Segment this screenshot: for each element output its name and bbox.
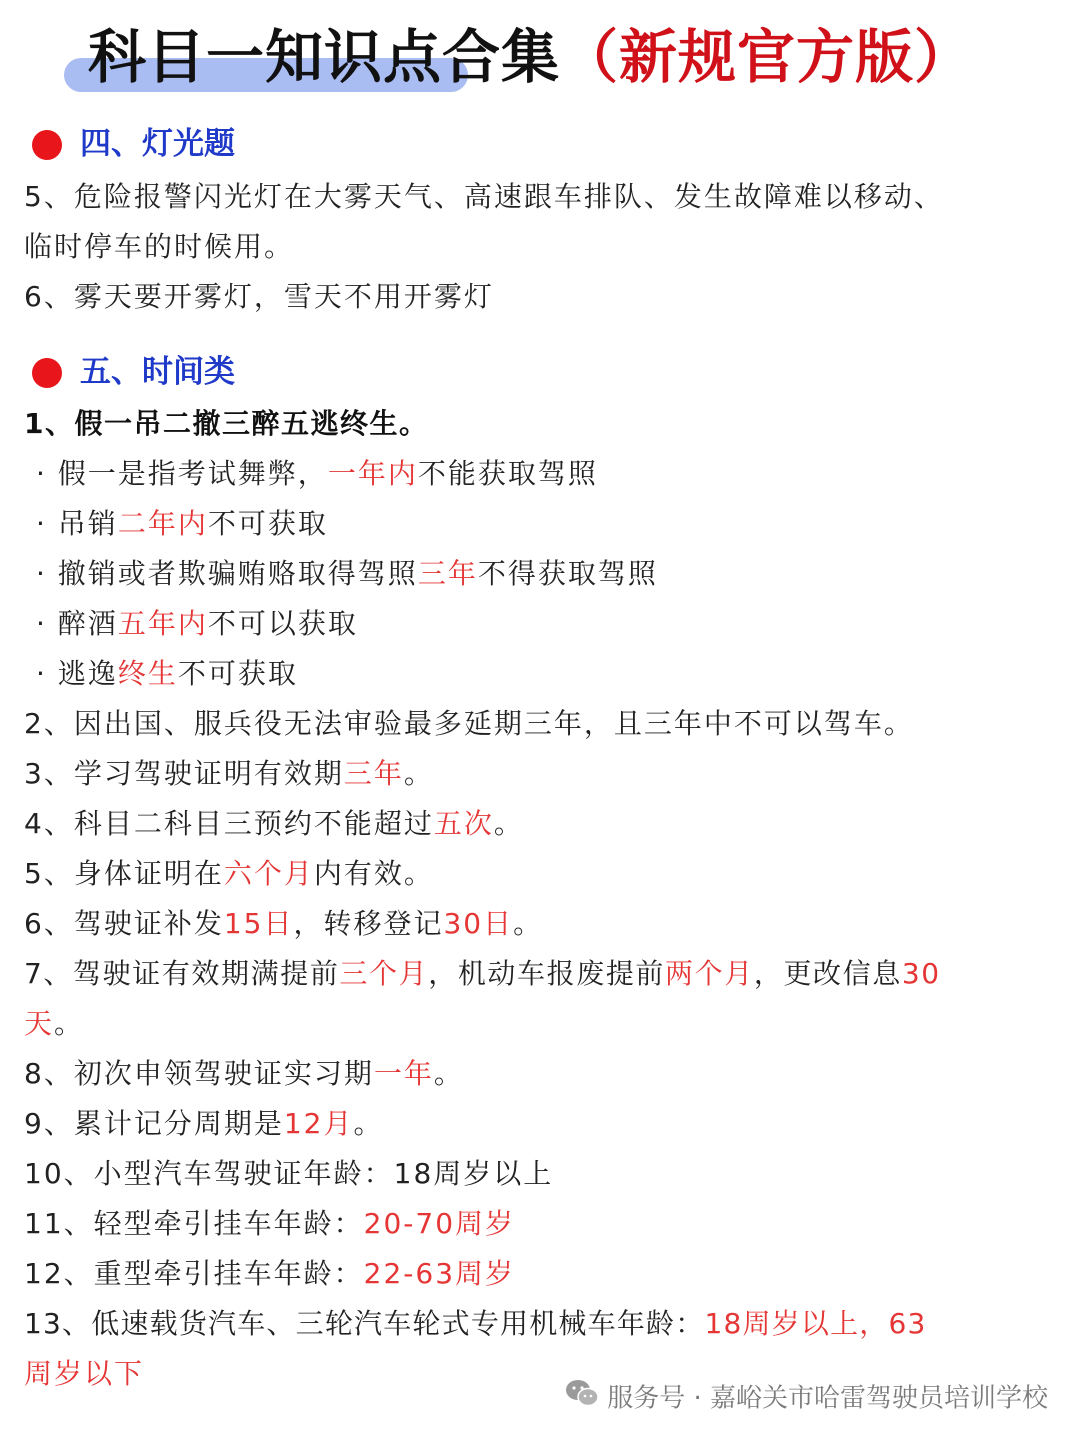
highlight-text: 天 [24, 1007, 55, 1040]
highlight-text: 一年 [373, 1057, 434, 1090]
line-text: · 逃逸 [36, 657, 118, 690]
highlight-text: 三个月 [339, 957, 429, 990]
line-text: 13、低速载货汽车、三轮汽车轮式专用机械车年龄： [24, 1307, 705, 1340]
bullet-dot [32, 130, 62, 160]
highlight-text: 18周岁以上，63 [704, 1307, 927, 1340]
highlight-text: 两个月 [665, 957, 754, 990]
page-title [88, 22, 973, 92]
line-text: 临时停车的时候用。 [24, 230, 295, 263]
highlight-text: 一年内 [327, 457, 418, 490]
line-text: · 假一是指考试舞弊， [36, 457, 328, 490]
text-line [24, 1354, 144, 1394]
bullet-dot [32, 358, 62, 388]
line-text: 4、科目二科目三预约不能超过 [24, 807, 434, 840]
highlight-text: 五年内 [117, 607, 208, 640]
line-text: 。 [353, 1107, 384, 1140]
highlight-text: 终生 [117, 657, 178, 690]
text-line-bold [24, 404, 428, 444]
text-line [24, 1154, 553, 1194]
line-text: 3、学习驾驶证明有效期 [24, 757, 344, 790]
line-text: 9、累计记分周期是 [24, 1107, 284, 1140]
line-text: ，更改信息 [753, 957, 902, 990]
line-text: 10、小型汽车驾驶证年龄：18周岁以上 [24, 1157, 554, 1190]
line-text: 8、初次申领驾驶证实习期 [24, 1057, 374, 1090]
line-text: 。 [403, 757, 434, 790]
line-text: 6、雾天要开雾灯，雪天不用开雾灯 [24, 280, 494, 313]
text-line [24, 854, 434, 894]
line-text: 不可获取 [207, 507, 328, 540]
footer-text: 服务号 · 嘉峪关市哈雷驾驶员培训学校 [607, 1383, 1048, 1414]
highlight-text: 15日 [223, 907, 294, 940]
sub-item [36, 654, 298, 694]
highlight-text: 30日 [443, 907, 514, 940]
text-line [24, 1054, 464, 1094]
line-text: 。 [54, 1007, 85, 1040]
wechat-icon [565, 1378, 599, 1420]
line-text: ，转移登记 [293, 907, 444, 940]
section-label: 五、时间类 [80, 354, 235, 390]
text-line [24, 704, 914, 744]
sub-item [36, 504, 328, 544]
text-line [24, 754, 434, 794]
line-text: 12、重型牵引挂车年龄： [24, 1257, 364, 1290]
text-line [24, 1204, 515, 1244]
highlight-text: 二年内 [117, 507, 208, 540]
highlight-text: 五次 [433, 807, 494, 840]
highlight-text: 三年 [343, 757, 404, 790]
line-text: · 吊销 [36, 507, 118, 540]
line-text: 2、因出国、服兵役无法审验最多延期三年，且三年中不可以驾车。 [24, 707, 914, 740]
section-label: 四、灯光题 [80, 126, 235, 162]
line-text: · 醉酒 [36, 607, 118, 640]
text-line [24, 177, 944, 217]
title-block [0, 18, 1080, 108]
line-text: 5、危险报警闪光灯在大雾天气、高速跟车排队、发生故障难以移动、 [24, 180, 944, 213]
line-text: 5、身体证明在 [24, 857, 224, 890]
highlight-text: 12月 [283, 1107, 354, 1140]
highlight-text: 周岁以下 [24, 1357, 145, 1390]
text-line [24, 1104, 383, 1144]
line-text: 6、驾驶证补发 [24, 907, 224, 940]
line-text: 。 [513, 907, 544, 940]
line-text: 不可获取 [177, 657, 298, 690]
highlight-text: 20-70周岁 [363, 1207, 516, 1240]
line-text: 11、轻型牵引挂车年龄： [24, 1207, 364, 1240]
highlight-text: 六个月 [223, 857, 314, 890]
highlight-text: 22-63周岁 [363, 1257, 516, 1290]
title-sub: （新规官方版） [560, 23, 974, 91]
line-text: 不能获取驾照 [417, 457, 598, 490]
sub-item [36, 454, 598, 494]
footer-watermark [565, 1378, 1048, 1418]
line-text: ，机动车报废提前 [428, 957, 666, 990]
text-line [24, 1254, 515, 1294]
sub-item [36, 554, 658, 594]
text-line [24, 1304, 927, 1344]
sub-item [36, 604, 358, 644]
highlight-text: 30 [901, 957, 941, 990]
text-line [24, 1004, 84, 1044]
text-line [24, 904, 543, 944]
highlight-text: 三年 [417, 557, 478, 590]
text-line [24, 227, 294, 267]
line-text: 内有效。 [313, 857, 434, 890]
title-main: 科目一知识点合集 [88, 23, 561, 91]
line-text: 7、驾驶证有效期满提前 [24, 957, 340, 990]
line-text: 不可以获取 [207, 607, 358, 640]
text-line [24, 277, 494, 317]
text-line [24, 954, 941, 994]
line-text: · 撤销或者欺骗贿赂取得驾照 [36, 557, 418, 590]
line-text: 不得获取驾照 [477, 557, 658, 590]
line-text: 1、假一吊二撤三醉五逃终生。 [24, 407, 429, 440]
line-text: 。 [433, 1057, 464, 1090]
line-text: 。 [493, 807, 524, 840]
text-line [24, 804, 524, 844]
